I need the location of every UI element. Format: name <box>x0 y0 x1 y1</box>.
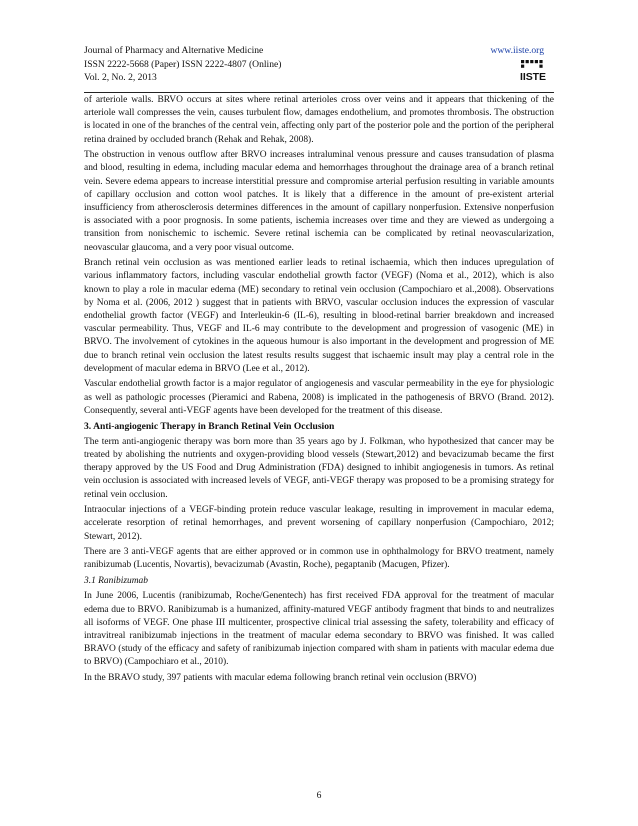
paragraph-folkman: The term anti-angiogenic therapy was born more than 35 years ago by J. Folkman, who hypothesized that cancer may be treated by abolishing the nutrients and oxygen-providing blood vessels (Stewart,2012) and bevacizumab became the first therapy approved by the US Food and Drug Administration (FDA) designed to inhibit angiogenesis in tumors. As retinal vein occlusion is associated with increased levels of VEGF, anti-VEGF therapy was proposed to be a promising strategy for retinal vein occlusion. <box>84 436 554 500</box>
issn-line: ISSN 2222-5668 (Paper) ISSN 2222-4807 (Online) <box>84 58 282 70</box>
paragraph-vegf-regulator: Vascular endothelial growth factor is a major regulator of angiogenesis and vascular permeability in the eye for physiologic as well as pathologic processes (Pieramici and Rabena, 2008) is implicated in the pathogenesis of BRVO (Brand. 2012). Consequently, several anti-VEGF agents have been developed for the treatment of this disease. <box>84 379 554 416</box>
iiste-logo-icon <box>519 60 547 84</box>
paragraph-lucentis: In June 2006, Lucentis (ranibizumab, Roche/Genentech) has first received FDA approval for the treatment of macular edema due to BRVO. Ranibizumab is a humanized, affinity-matured VEGF antibody fragment that binds to and neutralizes all isoforms of VEGF. One phase III multicenter, prospective clinical trial assessing the safety, tolerability and efficacy of intravitreal ranibizumab injections in the treatment of macular edema secondary to BRVO was finished. It was called BRAVO (study of the efficacy and safety of ranibizumab injection compared with sham in patients with macular edema due to BRVO) (Campochiaro et al., 2010). <box>84 591 554 668</box>
paragraph-intraocular-injections: Intraocular injections of a VEGF-binding protein reduce vascular leakage, resulting in improvement in macular edema, accelerate resorption of retinal hemorrhages, and prevent worsening of capillary nonperfusion (Campochiaro, 2012; Stewart, 2012). <box>84 505 554 542</box>
article-body <box>84 94 554 688</box>
subsection-heading-ranibizumab: 3.1 Ranibizumab <box>84 576 148 587</box>
section-heading-anti-angiogenic: 3. Anti-angiogenic Therapy in Branch Retinal Vein Occlusion <box>84 421 335 433</box>
paragraph-venous-outflow: The obstruction in venous outflow after BRVO increases intraluminal venous pressure and causes transudation of plasma and blood, resulting in edema, including macular edema and hemorrhages throughout the drainage area of a branch retinal vein. Severe edema appears to increase interstitial pressure and compromise arterial perfusion resulting in variable amounts of capillary occlusion and cotton wool patches. It is likely that a difference in the amount of pre-existent arterial insufficiency from atherosclerosis determines differences in the amount of capillary nonperfusion. Extensive nonperfusion is associated with a poor prognosis. In some patients, ischemia increases over time and they are viewed as undergoing a transition from nonischemic to ischemic. Severe retinal ischemia can be complicated by retinal neovascularization, neovascular glaucoma, and a very poor visual outcome. <box>84 150 554 253</box>
paragraph-bravo-study: In the BRAVO study, 397 patients with macular edema following branch retinal vein occlusion (BRVO) <box>84 673 477 684</box>
paragraph-anti-vegf-agents: There are 3 anti-VEGF agents that are either approved or in common use in ophthalmology for BRVO treatment, namely ranibizumab (Lucentis, Novartis), bevacizumab (Avastin, Roche), pegaptanib (Macugen, Pfizer). <box>84 547 554 571</box>
svg-text:IISTE: IISTE <box>520 71 546 83</box>
running-header <box>84 44 554 85</box>
paragraph-retinal-ischaemia: Branch retinal vein occlusion as was mentioned earlier leads to retinal ischaemia, which then induces upregulation of various inflammatory factors, including vascular endothelial growth factor (VEGF) (Noma et al., 2012), which is also known to play a role in macular edema (ME) secondary to retinal vein occlusion (Campochiaro et al.,2008). Observations by Noma et al. (2006, 2012 ) suggest that in patients with BRVO, vascular occlusion induces the expression of vascular endothelial growth factor (VEGF) and Interleukin-6 (IL-6), resulting in blood-retinal barrier breakdown and increased vascular permeability. Thus, VEGF and IL-6 may contribute to the development and progression of vasogenic (ME) in BRVO. The involvement of cytokines in the aqueous humour is also important in the development and progression of ME due to branch retinal vein occlusion the latest results results suggest that ischaemic insult may play a central role in the development of macular edema in BRVO (Lee et al., 2012). <box>84 258 554 374</box>
header-rule <box>84 92 554 93</box>
volume-line: Vol. 2, No. 2, 2013 <box>84 72 157 84</box>
paragraph-brvo-sites: of arteriole walls. BRVO occurs at sites where retinal arterioles cross over veins and it appears that thickening of the arteriole wall compresses the vein, causes turbulent flow, damages endothelium, and promotes thrombosis. The obstruction is located in one of the branches of the central vein, affecting only part of the posterior pole and the portion of the peripheral retina drained by occluded branch (Rehak and Rehak, 2008). <box>84 95 554 145</box>
journal-url-link[interactable]: www.iiste.org <box>490 45 544 56</box>
page-number: 6 <box>316 790 322 801</box>
journal-title: Journal of Pharmacy and Alternative Medicine <box>84 45 264 56</box>
